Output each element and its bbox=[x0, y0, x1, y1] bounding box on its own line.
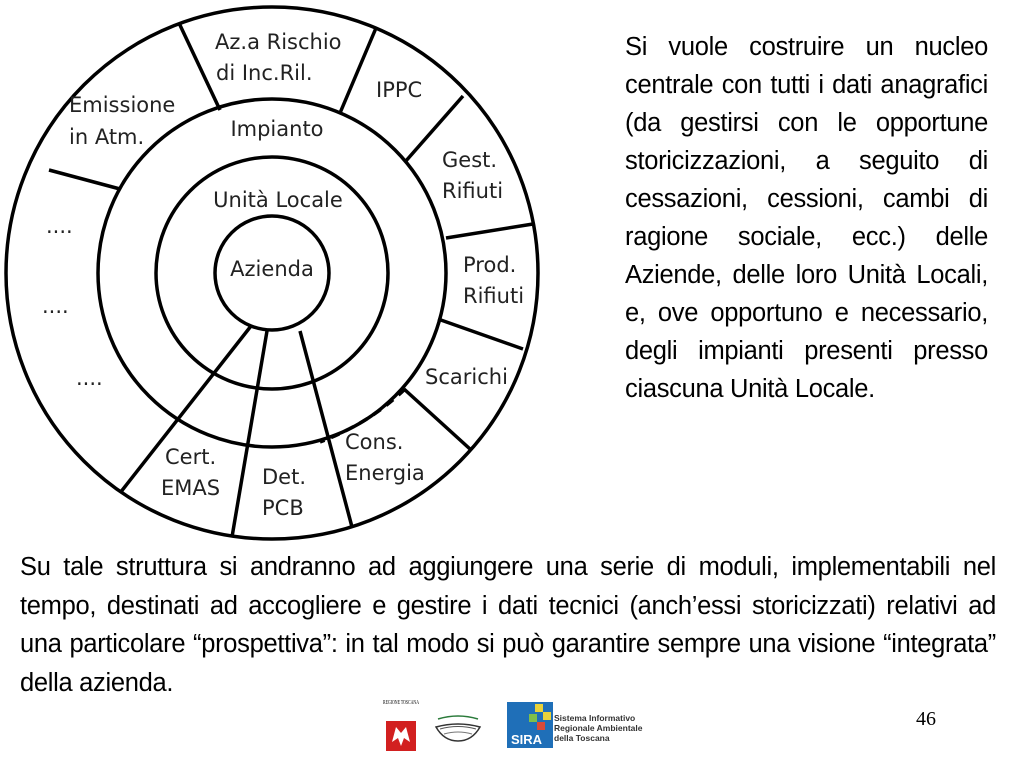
gest-rifiuti-label-1: Gest. bbox=[442, 148, 498, 172]
divider-line bbox=[404, 389, 470, 449]
azienda-label: Azienda bbox=[230, 257, 314, 281]
divider-line bbox=[446, 224, 533, 238]
az-rischio-label-2: di Inc.Ril. bbox=[216, 61, 313, 85]
sira-caption-line: Regionale Ambientale bbox=[554, 723, 643, 733]
cert-emas-label-1: Cert. bbox=[165, 445, 217, 469]
divider-line bbox=[300, 331, 352, 527]
divider-line bbox=[438, 319, 523, 349]
det-pcb-label-1: Det. bbox=[262, 465, 306, 489]
regione-toscana-label: REGIONE TOSCANA bbox=[383, 700, 420, 706]
prod-rifiuti-label-2: Rifiuti bbox=[463, 284, 525, 308]
sira-badge-text: SIRA bbox=[511, 732, 543, 747]
module-diagram bbox=[0, 0, 600, 545]
divider-line bbox=[340, 28, 376, 113]
ellipsis-label: .... bbox=[76, 366, 103, 390]
sira-caption bbox=[554, 713, 664, 743]
ellipsis-label: .... bbox=[46, 214, 73, 238]
impianto-label: Impianto bbox=[230, 117, 324, 141]
az-rischio-label-1: Az.a Rischio bbox=[215, 30, 342, 54]
det-pcb-label-2: PCB bbox=[262, 496, 304, 520]
sira-caption-line: Sistema Informativo bbox=[554, 713, 636, 723]
sira-caption-line: della Toscana bbox=[554, 733, 610, 743]
gest-rifiuti-label-2: Rifiuti bbox=[442, 179, 504, 203]
unita-locale-label: Unità Locale bbox=[213, 188, 343, 212]
modules-paragraph: Su tale struttura si andranno ad aggiungere una serie di moduli, implementabili nel tempo, destinati ad accogliere e gestire i dati tecnici (anch’essi storicizzati) relativi ad una particolare “prospettiva”: in tal modo si può garantire sempre una visione “integrata” della azienda. bbox=[20, 553, 996, 697]
ippc-label: IPPC bbox=[376, 78, 423, 102]
boat-logo bbox=[432, 707, 484, 747]
cons-energia-label-1: Cons. bbox=[345, 430, 404, 454]
scarichi-label: Scarichi bbox=[425, 365, 508, 389]
description-paragraph: Si vuole costruire un nucleo centrale con tutti i dati anagrafici (da gestirsi con le opportune storicizzazioni, a seguito di cessazioni, cessioni, cambi di ragione sociale, ecc.) delle Aziende, delle loro Unità Locali, e, ove opportuno e necessario, degli impianti presenti presso ciascuna Unità Locale. bbox=[625, 33, 988, 403]
regione-toscana-logo bbox=[382, 697, 420, 755]
emissione-label-2: in Atm. bbox=[69, 125, 145, 149]
ellipsis-label: .... bbox=[42, 294, 69, 318]
page-number: 46 bbox=[916, 708, 936, 730]
divider-line bbox=[179, 23, 220, 110]
emissione-label-1: Emissione bbox=[69, 93, 176, 117]
sira-logo bbox=[505, 700, 555, 750]
cons-energia-label-2: Energia bbox=[345, 461, 425, 485]
prod-rifiuti-label-1: Prod. bbox=[463, 253, 517, 277]
divider-line bbox=[49, 170, 120, 189]
cert-emas-label-2: EMAS bbox=[161, 476, 221, 500]
